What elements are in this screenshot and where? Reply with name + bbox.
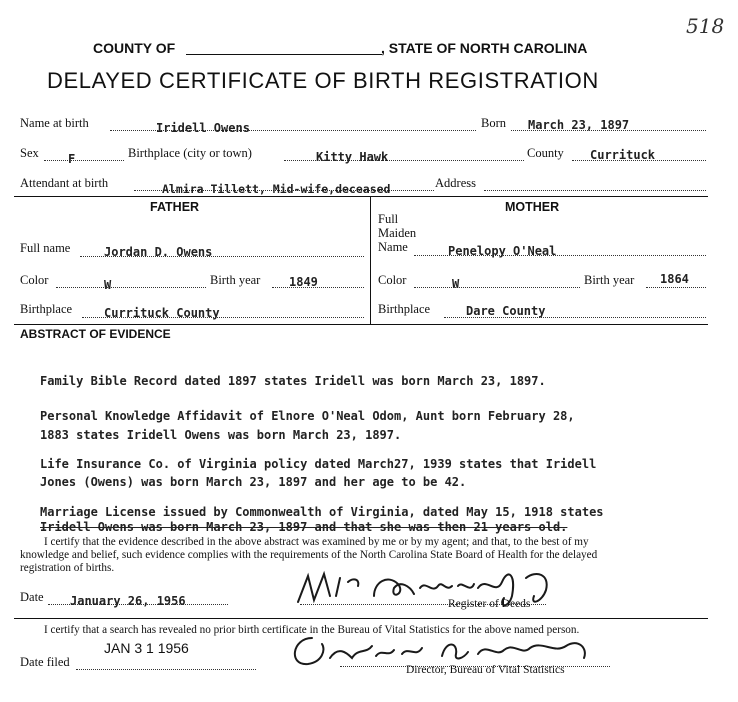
- date-filed-line: [76, 669, 256, 670]
- father-color-value: W: [104, 278, 112, 292]
- address-line: [484, 190, 706, 191]
- mother-birthyear-line: [646, 287, 706, 288]
- mother-birthyear-value: 1864: [660, 272, 689, 286]
- county-field-label: County: [527, 146, 564, 160]
- father-fullname-value: Jordan D. Owens: [104, 245, 213, 259]
- father-birthyear-value: 1849: [289, 275, 318, 289]
- birthplace-label: Birthplace (city or town): [128, 146, 252, 160]
- date-filed-label: Date filed: [20, 655, 70, 669]
- attendant-value: Almira Tillett, Mid-wife,deceased: [162, 182, 391, 196]
- filed-date-stamp: JAN 3 1 1956: [104, 640, 189, 656]
- born-value: March 23, 1897: [528, 118, 630, 132]
- evidence-3b: Jones (Owens) was born March 23, 1897 and her age to be 42.: [40, 475, 467, 489]
- county-line: [186, 54, 382, 55]
- certify-line-1: I certify that the evidence described in the above abstract was examined by me or by my agent; and that, to the best of my: [44, 536, 589, 548]
- evidence-3a: Life Insurance Co. of Virginia policy dated March27, 1939 states that Iridell: [40, 457, 597, 471]
- mother-color-value: W: [452, 277, 460, 291]
- date-label: Date: [20, 590, 44, 604]
- registrar-signature: [290, 566, 580, 616]
- mother-name-value: Penelopy O'Neal: [448, 244, 557, 258]
- mother-color-label: Color: [378, 273, 407, 287]
- born-label: Born: [481, 116, 506, 130]
- sex-value: F: [68, 152, 76, 166]
- director-label: Director, Bureau of Vital Statistics: [406, 664, 565, 676]
- page-number: 518: [686, 14, 725, 38]
- state-label: , STATE OF NORTH CAROLINA: [381, 40, 588, 56]
- father-birthplace-value: Currituck County: [104, 306, 220, 320]
- date-value: January 26, 1956: [70, 594, 186, 608]
- father-fullname-label: Full name: [20, 241, 71, 255]
- father-birthplace-label: Birthplace: [20, 302, 73, 316]
- father-birthyear-label: Birth year: [210, 273, 261, 287]
- mother-birthplace-label: Birthplace: [378, 302, 431, 316]
- evidence-4a: Marriage License issued by Commonwealth of Virginia, dated May 15, 1918 states: [40, 505, 604, 519]
- section-divider-certify: [14, 618, 708, 619]
- mother-maiden-label: Maiden: [378, 226, 417, 240]
- evidence-2b: 1883 states Iridell Owens was born March 23, 1897.: [40, 428, 402, 442]
- sex-line: [44, 160, 124, 161]
- evidence-1: Family Bible Record dated 1897 states Iridell was born March 23, 1897.: [40, 374, 546, 388]
- registrar-label: Register of Deeds: [448, 598, 531, 610]
- section-divider-top: [14, 196, 708, 197]
- abstract-heading: ABSTRACT OF EVIDENCE: [20, 327, 171, 341]
- search-certify-line: I certify that a search has revealed no prior birth certificate in the Bureau of Vital Statistics for the above named person.: [44, 624, 580, 636]
- father-birthyear-line: [272, 287, 364, 288]
- mother-birthplace-value: Dare County: [466, 304, 546, 318]
- father-color-label: Color: [20, 273, 49, 287]
- certificate-title: DELAYED CERTIFICATE OF BIRTH REGISTRATION: [47, 68, 599, 93]
- evidence-2a: Personal Knowledge Affidavit of Elnore O'Neal Odom, Aunt born February 28,: [40, 409, 575, 423]
- birthplace-value: Kitty Hawk: [316, 150, 389, 164]
- certify-line-2: knowledge and belief, such evidence complies with the requirements of the North Carolina State Board of Health for the delayed: [20, 549, 598, 561]
- father-color-line: [56, 287, 206, 288]
- father-heading: FATHER: [150, 200, 200, 214]
- name-label: Name at birth: [20, 116, 89, 130]
- mother-full-label: Full: [378, 212, 399, 226]
- attendant-label: Attendant at birth: [20, 176, 109, 190]
- sex-label: Sex: [20, 146, 39, 160]
- mother-birthyear-label: Birth year: [584, 273, 635, 287]
- name-value: Iridell Owens: [156, 121, 250, 135]
- county-label: COUNTY OF: [93, 40, 176, 56]
- evidence-4b: Iridell Owens was born March 23, 1897 and that she was then 21 years old.: [40, 520, 568, 534]
- section-divider-bottom: [14, 324, 708, 325]
- parents-vertical-divider: [370, 196, 371, 324]
- county-value: Currituck: [590, 148, 656, 162]
- mother-name-label: Name: [378, 240, 408, 254]
- address-label: Address: [435, 176, 476, 190]
- mother-color-line: [414, 287, 580, 288]
- mother-heading: MOTHER: [505, 200, 560, 214]
- certify-line-3: registration of births.: [20, 562, 115, 574]
